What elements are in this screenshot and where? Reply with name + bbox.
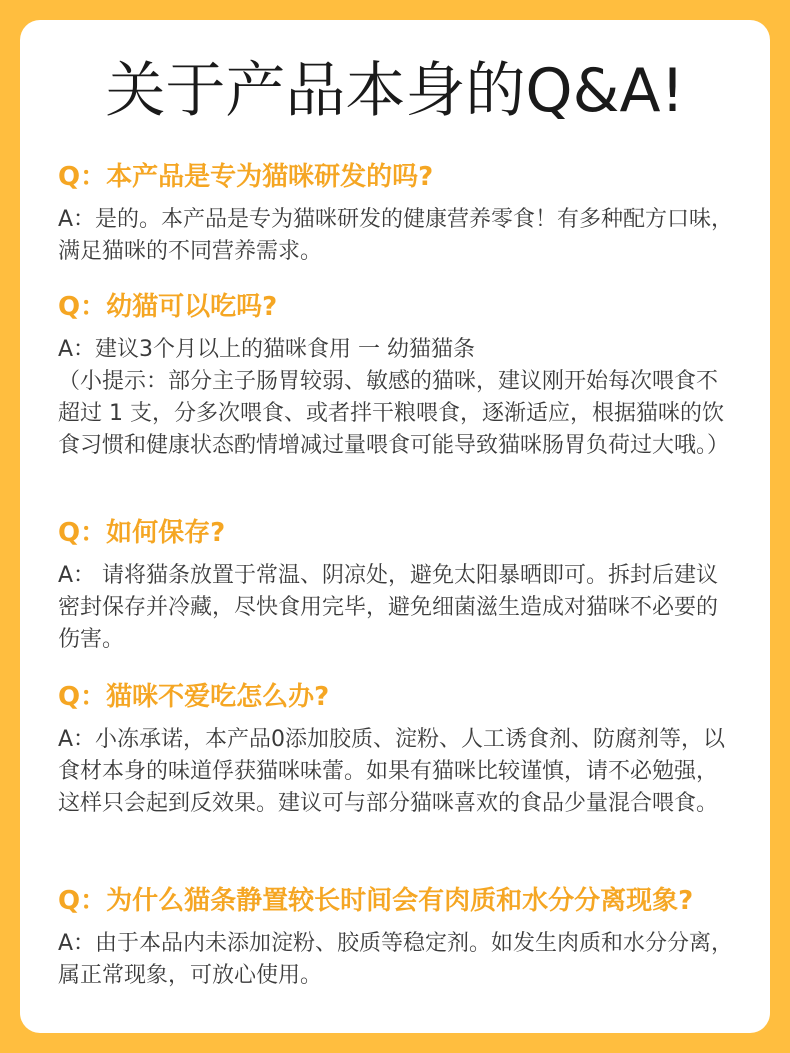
qa-item-3	[58, 516, 738, 656]
answer-4	[58, 714, 738, 820]
answer-2-text: A：建议3个月以上的猫咪食用 一 幼猫猫条	[58, 337, 476, 362]
answer-5-text: A：由于本品内未添加淀粉、胶质等稳定剂。如发生肉质和水分分离，属正常现象，可放心使用。	[58, 931, 734, 988]
answer-1	[58, 194, 738, 268]
qa-item-1	[58, 160, 738, 268]
question-1: Q：本产品是专为猫咪研发的吗?	[58, 162, 434, 192]
qa-item-2	[58, 290, 738, 462]
answer-2	[58, 324, 738, 462]
answer-4-text: A：小冻承诺，本产品0添加胶质、淀粉、人工诱食剂、防腐剂等，以食材本身的味道俘获猫咪味蕾。如果有猫咪比较谨慎，请不必勉强，这样只会起到反效果。建议可与部分猫咪喜欢的食品少量混合喂食。	[58, 727, 726, 816]
question-2: Q：幼猫可以吃吗?	[58, 292, 278, 322]
answer-5	[58, 918, 738, 992]
question-4: Q：猫咪不爱吃怎么办?	[58, 682, 330, 712]
qa-card	[20, 20, 770, 1033]
answer-2-tip: （小提示：部分主子肠胃较弱、敏感的猫咪，建议刚开始每次喂食不超过 1 支，分多次喂食、或者拌干粮喂食，逐渐适应，根据猫咪的饮食习惯和健康状态酌情增减过量喂食可能导致猫咪肠胃负荷过大哦。）	[58, 369, 730, 458]
question-3: Q：如何保存?	[58, 518, 226, 548]
question-5: Q：为什么猫条静置较长时间会有肉质和水分分离现象?	[58, 886, 694, 916]
qa-item-5	[58, 884, 738, 992]
page-title: 关于产品本身的Q&A!	[105, 56, 685, 126]
qa-item-4	[58, 680, 738, 820]
answer-3	[58, 550, 738, 656]
answer-1-text: A：是的。本产品是专为猫咪研发的健康营养零食！有多种配方口味，满足猫咪的不同营养需求。	[58, 207, 734, 264]
answer-3-text: A： 请将猫条放置于常温、阴凉处，避免太阳暴晒即可。拆封后建议密封保存并冷藏，尽快食用完毕，避免细菌滋生造成对猫咪不必要的伤害。	[58, 563, 719, 652]
